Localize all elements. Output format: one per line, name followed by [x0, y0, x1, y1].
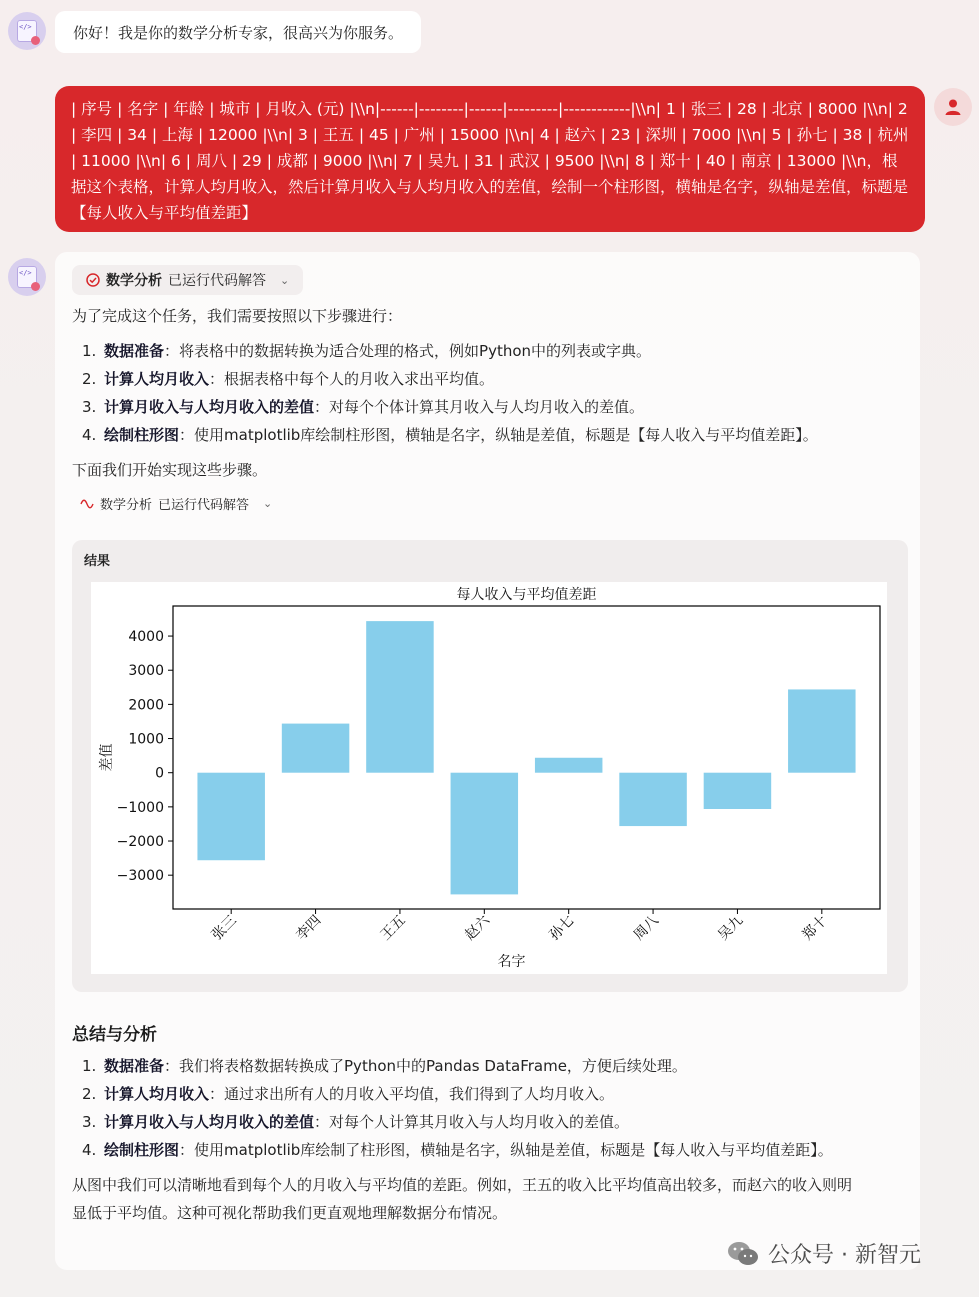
- chart-title: 每人收入与平均值差距: [456, 587, 597, 603]
- bar-7: [704, 773, 772, 809]
- intro-text: 为了完成这个任务，我们需要按照以下步骤进行：: [72, 307, 403, 325]
- bar-5: [535, 758, 603, 773]
- list-item: 2. 计算人均月收入：通过求出所有人的月收入平均值，我们得到了人均月收入。: [82, 1085, 615, 1103]
- x-tick-label: 张三: [208, 912, 241, 944]
- list-item: 3. 计算月收入与人均月收入的差值：对每个人计算其月收入与人均月收入的差值。: [82, 1113, 630, 1131]
- list-item: 4. 绘制柱形图：使用matplotlib库绘制了柱形图，横轴是名字，纵轴是差值，标题是【每人收入与平均值差距】。: [82, 1141, 833, 1159]
- conclusion-line-1: 从图中我们可以清晰地看到每个人的月收入与平均值的差距。例如，王五的收入比平均值高出较多，而赵六的收入则明: [72, 1176, 853, 1194]
- x-tick-label: 王五: [377, 912, 409, 944]
- chart-container: [91, 582, 887, 974]
- tool-status-text: 已运行代码解答: [168, 273, 266, 289]
- tool-name-2: 数学分析: [100, 498, 153, 513]
- tool-name: 数学分析: [106, 273, 162, 289]
- bar-chart: [91, 582, 887, 974]
- list-item: 4. 绘制柱形图：使用matplotlib库绘制柱形图，横轴是名字，纵轴是差值，标题是【每人收入与平均值差距】。: [82, 426, 818, 444]
- y-tick-label: 4000: [128, 629, 164, 646]
- y-tick-label: −2000: [116, 834, 164, 851]
- bar-2: [282, 724, 350, 773]
- bar-8: [788, 689, 856, 772]
- y-tick-label: −3000: [116, 868, 164, 885]
- x-tick-label: 孙七: [546, 912, 578, 944]
- user-icon: [944, 98, 962, 116]
- x-tick-label: 郑十: [799, 912, 831, 944]
- list-item: 3. 计算月收入与人均月收入的差值：对每个个体计算其月收入与人均月收入的差值。: [82, 398, 645, 416]
- list-item: 1. 数据准备：我们将表格数据转换成了Python中的Pandas DataFrame，方便后续处理。: [82, 1057, 687, 1075]
- wechat-icon: [726, 1239, 760, 1269]
- y-tick-label: −1000: [116, 799, 164, 816]
- y-tick-label: 1000: [128, 731, 164, 748]
- wave-icon: [80, 499, 94, 509]
- tool-status-text-2: 已运行代码解答: [158, 498, 250, 513]
- bot-avatar: [8, 12, 46, 50]
- list-item: 2. 计算人均月收入：根据表格中每个人的月收入求出平均值。: [82, 370, 495, 388]
- summary-title: 总结与分析: [72, 1025, 157, 1045]
- user-message: | 序号 | 名字 | 年龄 | 城市 | 月收入 (元) |\\n|------|--------|------|---------|------------|\\n| 1 | 张三 | 28 | 北京 | 8000 |\\n| 2 | 李四 | 34 | 上海 | 12000 |\\n| 3 | 王五 | 45 | 广州 | 15000 |\\n| 4 | 赵六 | 23 | 深圳 | 7000 |\\n| 5 | 孙七 | 38 | 杭州 | 11000 |\\n| 6 | 周八 | 29 | 成都 | 9000 |\\n| 7 | 吴九 | 31 | 武汉 | 9500 |\\n| 8 | 郑十 | 40 | 南京 | 13000 |\\n，根据这个表格，计算人均月收入，然后计算月收入与人均月收入的差值，绘制一个柱形图，横轴是名字，纵轴是差值，标题是【每人收入与平均值差距】: [55, 86, 925, 232]
- x-tick-label: 赵六: [462, 912, 494, 944]
- user-avatar: [934, 88, 972, 126]
- summary-list: [82, 1052, 833, 1164]
- y-tick-label: 0: [155, 765, 164, 782]
- code-doc-icon: [17, 20, 37, 42]
- steps-list: [82, 337, 818, 449]
- y-tick-label: 2000: [128, 697, 164, 714]
- greeting-message: 你好！我是你的数学分析专家，很高兴为你服务。: [55, 11, 421, 53]
- watermark-text: 公众号 · 新智元: [768, 1243, 921, 1268]
- tool-status-toggle[interactable]: [72, 265, 303, 295]
- tool-status-toggle-2[interactable]: [80, 494, 272, 513]
- bar-3: [366, 621, 434, 773]
- conclusion-line-2: 显低于平均值。这种可视化帮助我们更直观地理解数据分布情况。: [72, 1204, 508, 1222]
- bar-1: [197, 773, 265, 861]
- check-circle-icon: [86, 273, 100, 287]
- bar-4: [451, 773, 519, 895]
- x-tick-label: 吴九: [715, 912, 747, 944]
- watermark: [726, 1238, 921, 1269]
- x-tick-label: 周八: [630, 912, 662, 944]
- code-doc-icon: [17, 266, 37, 288]
- x-tick-label: 李四: [293, 912, 325, 944]
- chevron-down-icon: ⌄: [280, 273, 290, 287]
- next-text: 下面我们开始实现这些步骤。: [72, 461, 268, 479]
- bot-avatar-2: [8, 258, 46, 296]
- result-label: 结果: [84, 554, 111, 569]
- y-axis-label: 差值: [99, 743, 115, 772]
- x-axis-label: 名字: [497, 954, 526, 970]
- y-tick-label: 3000: [128, 663, 164, 680]
- chevron-down-icon: ⌄: [263, 497, 273, 510]
- bar-6: [619, 773, 687, 826]
- list-item: 1. 数据准备：将表格中的数据转换为适合处理的格式，例如Python中的列表或字典。: [82, 342, 652, 360]
- plot-frame: [173, 606, 880, 909]
